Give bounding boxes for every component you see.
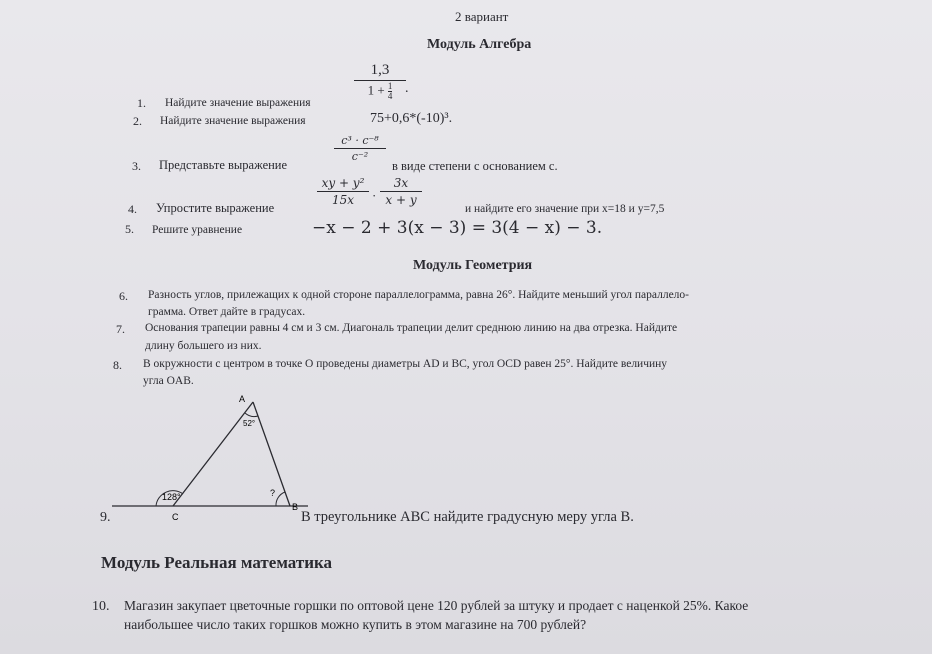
q5-number: 5.: [125, 222, 134, 236]
q1-number: 1.: [137, 96, 146, 110]
q1-frac-numerator: 1,3: [370, 62, 390, 78]
q7-number: 7.: [116, 322, 125, 336]
real-math-module-title: Модуль Реальная математика: [101, 553, 333, 572]
q6-number: 6.: [119, 289, 128, 303]
q3-number: 3.: [132, 159, 141, 173]
q4-number: 4.: [128, 202, 137, 216]
q4-frac2-denominator: x + y: [385, 193, 417, 207]
geometry-module-title: Модуль Геометрия: [413, 258, 533, 273]
q8-number: 8.: [113, 358, 122, 372]
q6-line1: Разность углов, прилежащих к одной стороне параллелограмма, равна 26°. Найдите меньший угол параллело-: [148, 289, 689, 301]
triangle-figure: [110, 388, 315, 528]
angle-a-arc: [245, 413, 258, 417]
angle-b-value: ?: [270, 488, 276, 498]
q5-text: Решите уравнение: [152, 224, 243, 236]
fraction-bar: [354, 80, 406, 81]
fraction-bar: [380, 191, 422, 192]
q2-text: Найдите значение выражения: [160, 115, 306, 127]
q8-line1: В окружности с центром в точке O проведены диаметры AD и BC, угол OCD равен 25°. Найдите величину: [143, 358, 668, 370]
q9-text: В треугольнике ABC найдите градусную меру угла B.: [301, 509, 634, 525]
side-ca: [173, 402, 256, 506]
q5-equation: −x − 2 + 3(x − 3) = 3(4 − x) − 3.: [312, 218, 603, 238]
q4-frac2-numerator: 3x: [393, 176, 409, 190]
q10-line1: Магазин закупает цветочные горшки по оптовой цене 120 рублей за штуку и продает с наценкой 25%. Какое: [124, 598, 749, 613]
q3-fraction: [334, 134, 386, 163]
vertex-a-label: A: [239, 394, 246, 404]
q4-tail: и найдите его значение при x=18 и y=7,5: [465, 203, 665, 215]
q4-fraction-1: [317, 176, 369, 207]
algebra-module-title: Модуль Алгебра: [427, 37, 532, 52]
q4-fraction-2: [380, 176, 422, 207]
q1-frac-denominator-a: 1 +: [367, 82, 385, 98]
q4-frac1-denominator: 15x: [331, 193, 355, 207]
q9-number: 9.: [100, 510, 111, 525]
q2-expression: 75+0,6*(-10)³.: [370, 111, 453, 126]
fraction-bar: [317, 191, 369, 192]
vertex-c-label: C: [172, 512, 179, 522]
q3-frac-denominator: c⁻²: [351, 150, 369, 163]
q10-line2: наибольшее число таких горшков можно купить в этом магазине на 700 рублей?: [124, 617, 587, 632]
q3-text: Представьте выражение: [159, 158, 288, 172]
q1-small-frac-den: 4: [387, 91, 393, 101]
q4-text: Упростите выражение: [156, 201, 275, 215]
q1-small-frac-num: 1: [387, 81, 393, 91]
fraction-bar: [334, 148, 386, 149]
angle-c-value: 128°: [162, 492, 181, 502]
angle-a-value: 52°: [243, 419, 256, 428]
q3-frac-numerator: c³ · c⁻⁸: [341, 134, 379, 147]
q3-tail: в виде степени с основанием c.: [392, 159, 558, 173]
vertex-b-label: B: [292, 502, 299, 512]
q6-line2: грамма. Ответ дайте в градусах.: [148, 306, 306, 318]
q4-dot: ·: [372, 188, 377, 203]
q1-tail: .: [405, 81, 409, 96]
q10-number: 10.: [92, 599, 110, 614]
q1-text: Найдите значение выражения: [165, 97, 311, 109]
q7-line2: длину большего из них.: [145, 340, 262, 352]
angle-b-arc: [276, 492, 285, 506]
q4-frac1-numerator: xy + y²: [321, 176, 365, 190]
variant-label: 2 вариант: [455, 9, 509, 24]
q7-line1: Основания трапеции равны 4 см и 3 см. Диагональ трапеции делит среднюю линию на два отрезка. Найдите: [145, 322, 678, 334]
q2-number: 2.: [133, 114, 142, 128]
q1-fraction: [354, 62, 406, 101]
q8-line2: угла OAB.: [143, 375, 194, 387]
